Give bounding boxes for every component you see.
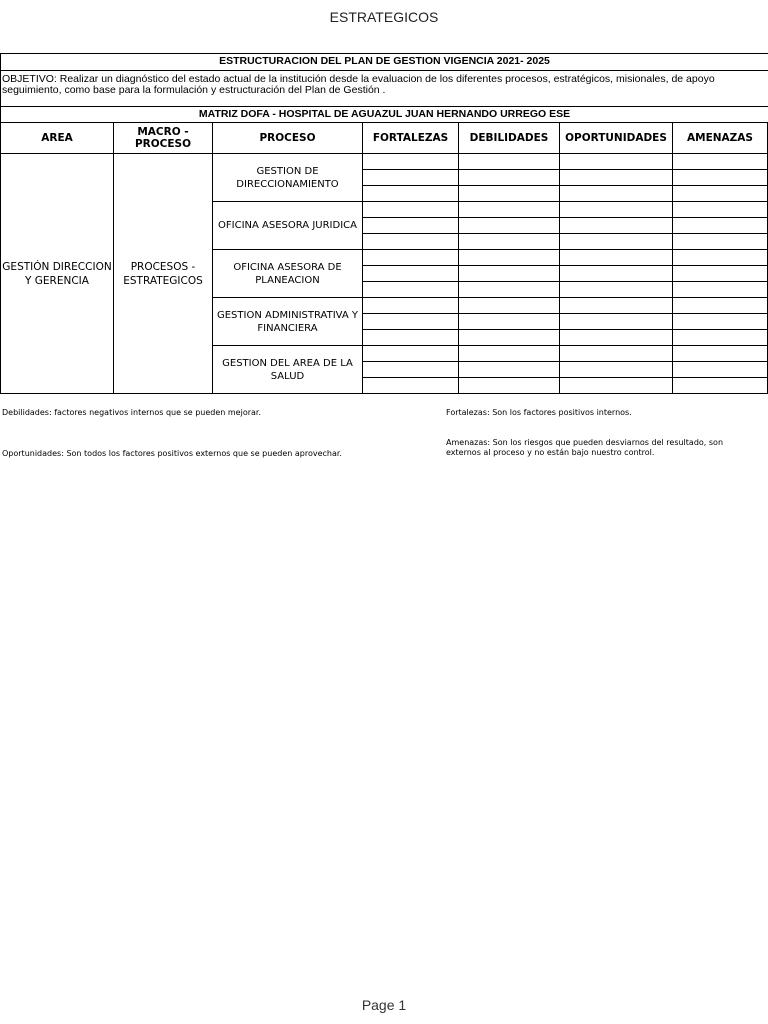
page-number: Page 1 xyxy=(361,997,407,1013)
oportunidades-cell[interactable] xyxy=(560,330,673,346)
oportunidades-cell[interactable] xyxy=(560,234,673,250)
amenazas-cell[interactable] xyxy=(673,154,768,170)
header-amenazas: AMENAZAS xyxy=(673,123,768,154)
amenazas-cell[interactable] xyxy=(673,250,768,266)
amenazas-cell[interactable] xyxy=(673,266,768,282)
fortalezas-cell[interactable] xyxy=(363,250,459,266)
fortalezas-cell[interactable] xyxy=(363,202,459,218)
oportunidades-cell[interactable] xyxy=(560,314,673,330)
amenazas-cell[interactable] xyxy=(673,282,768,298)
fortalezas-cell[interactable] xyxy=(363,170,459,186)
amenazas-cell[interactable] xyxy=(673,186,768,202)
debilidades-cell[interactable] xyxy=(459,330,560,346)
debilidades-cell[interactable] xyxy=(459,250,560,266)
header-oportunidades: OPORTUNIDADES xyxy=(560,123,673,154)
document-title: ESTRUCTURACION DEL PLAN DE GESTION VIGENCIA 2021- 2025 xyxy=(0,53,768,70)
oportunidades-cell[interactable] xyxy=(560,218,673,234)
oportunidades-cell[interactable] xyxy=(560,202,673,218)
note-oportunidades: Oportunidades: Son todos los factores positivos externos que se pueden aprovechar. xyxy=(2,449,342,458)
fortalezas-cell[interactable] xyxy=(363,154,459,170)
debilidades-cell[interactable] xyxy=(459,282,560,298)
header-area: AREA xyxy=(1,123,114,154)
note-fortalezas: Fortalezas: Son los factores positivos internos. xyxy=(446,408,632,417)
oportunidades-cell[interactable] xyxy=(560,362,673,378)
dofa-matrix-table xyxy=(0,122,768,394)
proceso-cell: GESTION ADMINISTRATIVA Y FINANCIERA xyxy=(213,298,363,346)
proceso-cell: OFICINA ASESORA JURIDICA xyxy=(213,202,363,250)
header-debilidades: DEBILIDADES xyxy=(459,123,560,154)
proceso-cell: GESTION DEL AREA DE LA SALUD xyxy=(213,346,363,394)
oportunidades-cell[interactable] xyxy=(560,346,673,362)
debilidades-cell[interactable] xyxy=(459,362,560,378)
amenazas-cell[interactable] xyxy=(673,170,768,186)
matrix-title: MATRIZ DOFA - HOSPITAL DE AGUAZUL JUAN HERNANDO URREGO ESE xyxy=(0,106,768,122)
proceso-cell: OFICINA ASESORA DE PLANEACION xyxy=(213,250,363,298)
debilidades-cell[interactable] xyxy=(459,266,560,282)
note-debilidades: Debilidades: factores negativos internos que se pueden mejorar. xyxy=(2,408,262,417)
header-fortalezas: FORTALEZAS xyxy=(363,123,459,154)
fortalezas-cell[interactable] xyxy=(363,378,459,394)
amenazas-cell[interactable] xyxy=(673,314,768,330)
amenazas-cell[interactable] xyxy=(673,362,768,378)
fortalezas-cell[interactable] xyxy=(363,282,459,298)
fortalezas-cell[interactable] xyxy=(363,346,459,362)
oportunidades-cell[interactable] xyxy=(560,154,673,170)
note-amenazas: Amenazas: Son los riesgos que pueden desviarnos del resultado, son externos al proceso y no están bajo nuestro control. xyxy=(446,438,724,457)
debilidades-cell[interactable] xyxy=(459,346,560,362)
oportunidades-cell[interactable] xyxy=(560,378,673,394)
area-cell: GESTIÓN DIRECCION Y GERENCIA xyxy=(1,154,114,394)
amenazas-cell[interactable] xyxy=(673,298,768,314)
objective-text xyxy=(0,70,768,106)
proceso-cell: GESTION DE DIRECCIONAMIENTO xyxy=(213,154,363,202)
debilidades-cell[interactable] xyxy=(459,218,560,234)
fortalezas-cell[interactable] xyxy=(363,266,459,282)
header-macro-proceso: MACRO -PROCESO xyxy=(114,123,213,154)
document-body xyxy=(0,53,768,394)
debilidades-cell[interactable] xyxy=(459,234,560,250)
oportunidades-cell[interactable] xyxy=(560,186,673,202)
fortalezas-cell[interactable] xyxy=(363,362,459,378)
oportunidades-cell[interactable] xyxy=(560,250,673,266)
debilidades-cell[interactable] xyxy=(459,154,560,170)
debilidades-cell[interactable] xyxy=(459,314,560,330)
debilidades-cell[interactable] xyxy=(459,170,560,186)
amenazas-cell[interactable] xyxy=(673,234,768,250)
fortalezas-cell[interactable] xyxy=(363,186,459,202)
fortalezas-cell[interactable] xyxy=(363,314,459,330)
sheet-name: ESTRATEGICOS xyxy=(329,9,439,25)
macro-proceso-cell: PROCESOS - ESTRATEGICOS xyxy=(114,154,213,394)
debilidades-cell[interactable] xyxy=(459,186,560,202)
table-header-row xyxy=(1,123,768,154)
oportunidades-cell[interactable] xyxy=(560,282,673,298)
debilidades-cell[interactable] xyxy=(459,378,560,394)
oportunidades-cell[interactable] xyxy=(560,298,673,314)
fortalezas-cell[interactable] xyxy=(363,234,459,250)
table-row xyxy=(1,154,768,170)
amenazas-cell[interactable] xyxy=(673,378,768,394)
debilidades-cell[interactable] xyxy=(459,202,560,218)
objective-line-2: seguimiento, como base para la formulación y estructuración del Plan de Gestión . xyxy=(2,84,386,96)
oportunidades-cell[interactable] xyxy=(560,170,673,186)
header-proceso: PROCESO xyxy=(213,123,363,154)
debilidades-cell[interactable] xyxy=(459,298,560,314)
fortalezas-cell[interactable] xyxy=(363,298,459,314)
amenazas-cell[interactable] xyxy=(673,330,768,346)
oportunidades-cell[interactable] xyxy=(560,266,673,282)
fortalezas-cell[interactable] xyxy=(363,218,459,234)
objective-line-1: OBJETIVO: Realizar un diagnóstico del estado actual de la institución desde la evaluacion de los diferentes procesos, estratégicos, misionales, de apoyo xyxy=(2,73,715,85)
amenazas-cell[interactable] xyxy=(673,218,768,234)
fortalezas-cell[interactable] xyxy=(363,330,459,346)
amenazas-cell[interactable] xyxy=(673,346,768,362)
amenazas-cell[interactable] xyxy=(673,202,768,218)
